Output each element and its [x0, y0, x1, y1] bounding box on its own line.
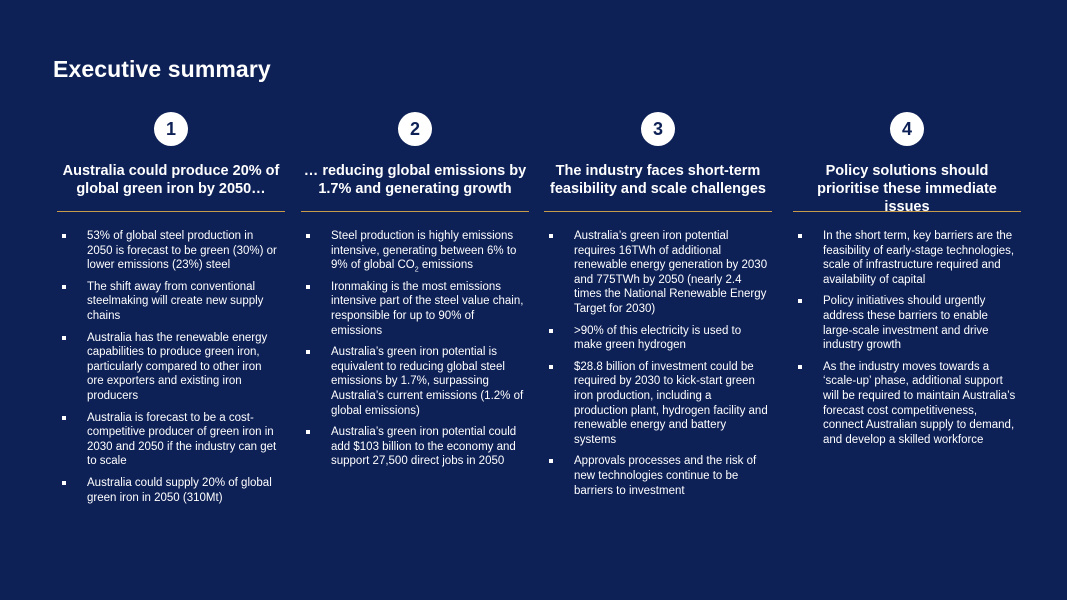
bullet-item: The shift away from conventional steelmaking will create new supply chains	[57, 280, 285, 324]
step-number-badge: 1	[154, 112, 188, 146]
summary-column-4	[793, 112, 1021, 454]
bullet-item	[301, 229, 529, 273]
column-heading: Australia could produce 20% of global green iron by 2050…	[62, 163, 280, 197]
bullet-item: $28.8 billion of investment could be required by 2030 to kick-start green iron production, including a production plant, hydrogen facility and renewable energy and battery systems	[544, 360, 772, 448]
bullet-item: Ironmaking is the most emissions intensive part of the steel value chain, responsible for up to 90% of emissions	[301, 280, 529, 338]
summary-column-3	[544, 112, 772, 505]
bullet-list	[57, 229, 285, 505]
column-heading: The industry faces short-term feasibility and scale challenges	[550, 163, 766, 197]
bullet-list	[301, 229, 529, 469]
bullet-item: Approvals processes and the risk of new technologies continue to be barriers to investment	[544, 454, 772, 498]
bullet-item: In the short term, key barriers are the feasibility of early-stage technologies, scale of infrastructure required and availability of capital	[793, 229, 1021, 287]
bullet-item: Australia is forecast to be a cost-competitive producer of green iron in 2030 and 2050 if the industry can get to scale	[57, 411, 285, 469]
bullet-item: Australia has the renewable energy capabilities to produce green iron, particularly compared to other iron ore exporters and existing iron producers	[57, 331, 285, 404]
bullet-list	[544, 229, 772, 498]
bullet-list	[793, 229, 1021, 447]
summary-column-1	[57, 112, 285, 512]
bullet-text: Steel production is highly emissions intensive, generating between 6% to 9% of global CO	[331, 230, 517, 272]
bullet-item: Australia’s green iron potential is equivalent to reducing global steel emissions by 1.7%, surpassing Australia’s current emissions (1.2% of global emissions)	[301, 345, 529, 418]
column-heading: Policy solutions should prioritise these immediate issues	[817, 163, 997, 215]
step-number-badge: 3	[641, 112, 675, 146]
bullet-item: As the industry moves towards a ‘scale-up’ phase, additional support will be required to maintain Australia’s forecast cost competitiveness, connect Australian supply to demand, and develop a skilled workforce	[793, 360, 1021, 448]
bullet-item: Australia’s green iron potential could add $103 billion to the economy and support 27,500 direct jobs in 2050	[301, 425, 529, 469]
co2-subscript: 2	[414, 266, 419, 274]
bullet-item: Policy initiatives should urgently address these barriers to enable large-scale investment and drive industry growth	[793, 294, 1021, 352]
bullet-item: >90% of this electricity is used to make green hydrogen	[544, 324, 772, 353]
bullet-item: 53% of global steel production in 2050 is forecast to be green (30%) or lower emissions (23%) steel	[57, 229, 285, 273]
divider	[57, 211, 285, 212]
divider	[544, 211, 772, 212]
column-heading: … reducing global emissions by 1.7% and generating growth	[303, 163, 527, 197]
page-title: Executive summary	[53, 56, 271, 82]
bullet-item: Australia could supply 20% of global green iron in 2050 (310Mt)	[57, 476, 285, 505]
bullet-item: Australia’s green iron potential requires 16TWh of additional renewable energy generation by 2030 and 775TWh by 2050 (nearly 2.4 times the National Renewable Energy Target for 2030)	[544, 229, 772, 317]
bullet-text-suffix: emissions	[418, 259, 473, 272]
summary-column-2	[301, 112, 529, 476]
step-number-badge: 4	[890, 112, 924, 146]
divider	[301, 211, 529, 212]
step-number-badge: 2	[398, 112, 432, 146]
